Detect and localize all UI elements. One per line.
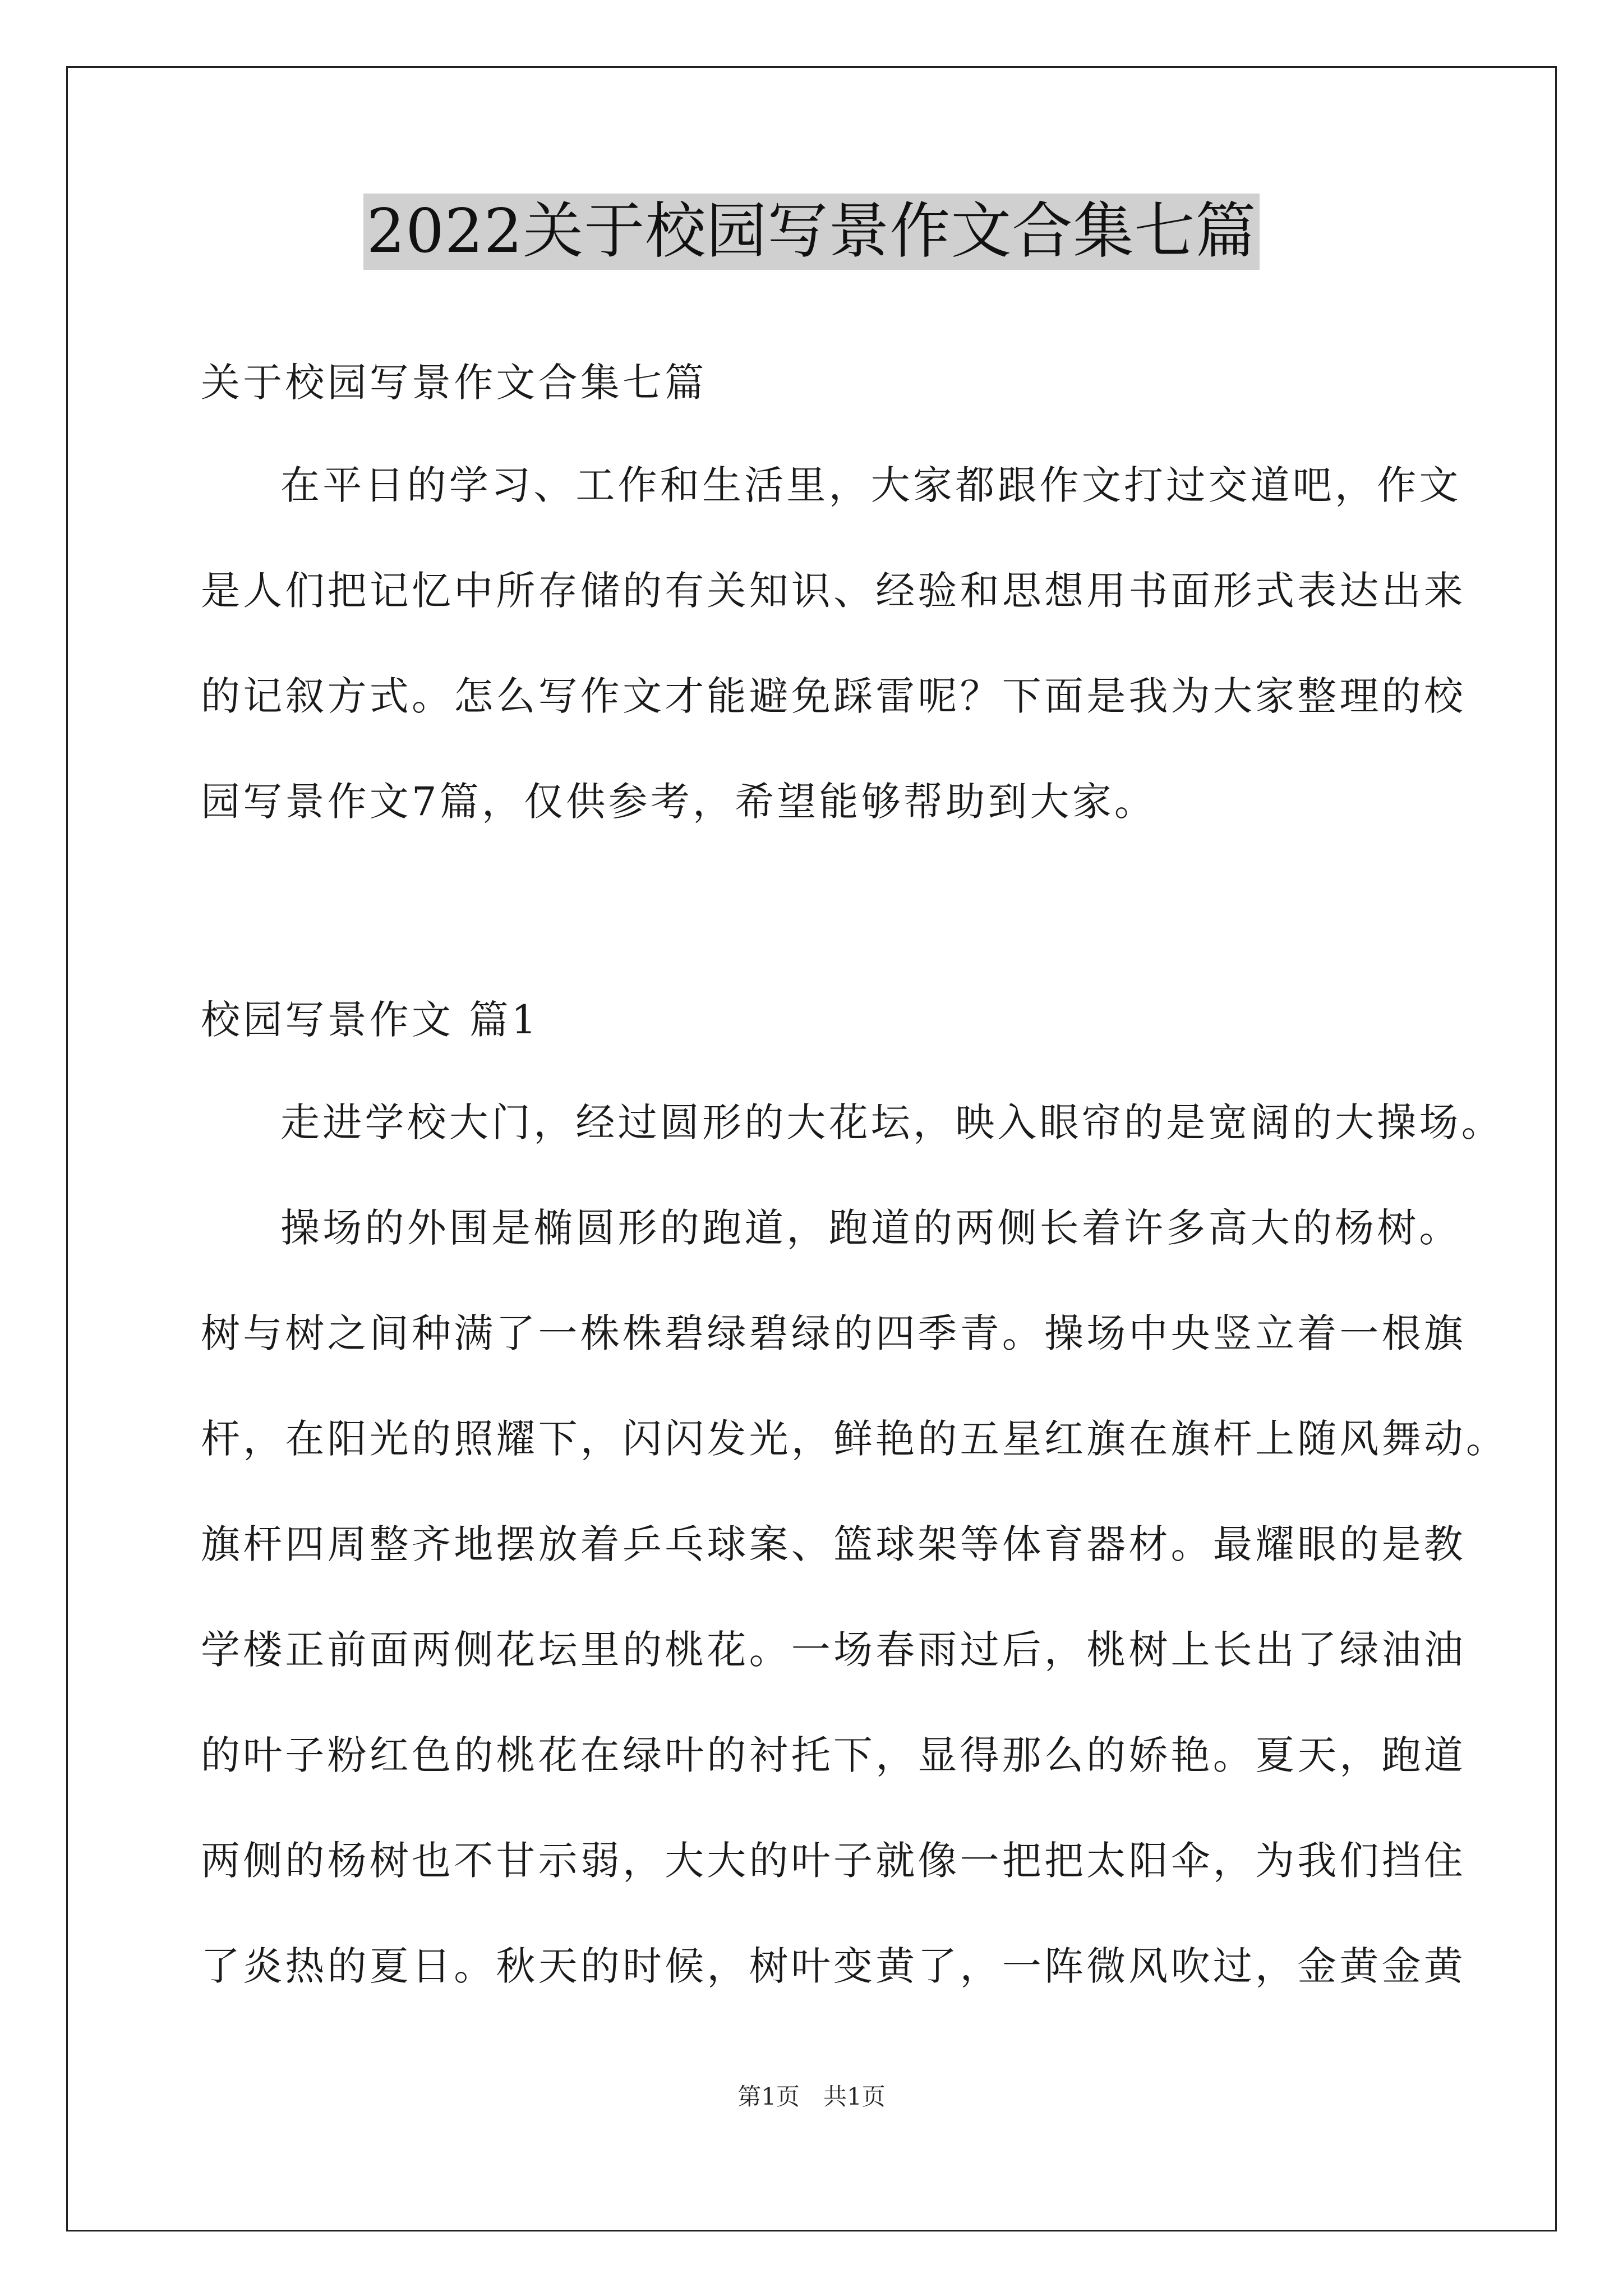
intro-line: 园写景作文7篇，仅供参考，希望能够帮助到大家。	[201, 779, 1157, 825]
body-line: 杆，在阳光的照耀下，闪闪发光，鲜艳的五星红旗在旗杆上随风舞动。	[201, 1416, 1509, 1462]
body-line: 了炎热的夏日。秋天的时候，树叶变黄了，一阵微风吹过，金黄金黄	[201, 1943, 1466, 1989]
body-line: 树与树之间种满了一株株碧绿碧绿的四季青。操场中央竖立着一根旗	[201, 1310, 1466, 1356]
section-heading: 校园写景作文 篇1	[201, 997, 540, 1043]
page-footer: 第1页 共1页	[737, 2083, 886, 2110]
intro-line: 是人们把记忆中所存储的有关知识、经验和思想用书面形式表达出来	[201, 568, 1466, 614]
body-line: 操场的外围是椭圆形的跑道，跑道的两侧长着许多高大的杨树。	[280, 1205, 1461, 1251]
document-title: 2022关于校园写景作文合集七篇	[363, 194, 1260, 270]
body-line: 学楼正前面两侧花坛里的桃花。一场春雨过后，桃树上长出了绿油油	[201, 1627, 1466, 1673]
intro-line: 的记叙方式。怎么写作文才能避免踩雷呢？下面是我为大家整理的校	[201, 673, 1466, 719]
title-container	[0, 194, 1623, 270]
document-subtitle: 关于校园写景作文合集七篇	[201, 360, 707, 406]
body-line: 两侧的杨树也不甘示弱，大大的叶子就像一把把太阳伞，为我们挡住	[201, 1838, 1466, 1884]
intro-line: 在平日的学习、工作和生活里，大家都跟作文打过交道吧，作文	[280, 462, 1461, 508]
body-line: 旗杆四周整齐地摆放着乒乓球案、篮球架等体育器材。最耀眼的是教	[201, 1521, 1466, 1567]
body-line: 的叶子粉红色的桃花在绿叶的衬托下，显得那么的娇艳。夏天，跑道	[201, 1732, 1466, 1778]
body-line: 走进学校大门，经过圆形的大花坛，映入眼帘的是宽阔的大操场。	[280, 1099, 1504, 1145]
